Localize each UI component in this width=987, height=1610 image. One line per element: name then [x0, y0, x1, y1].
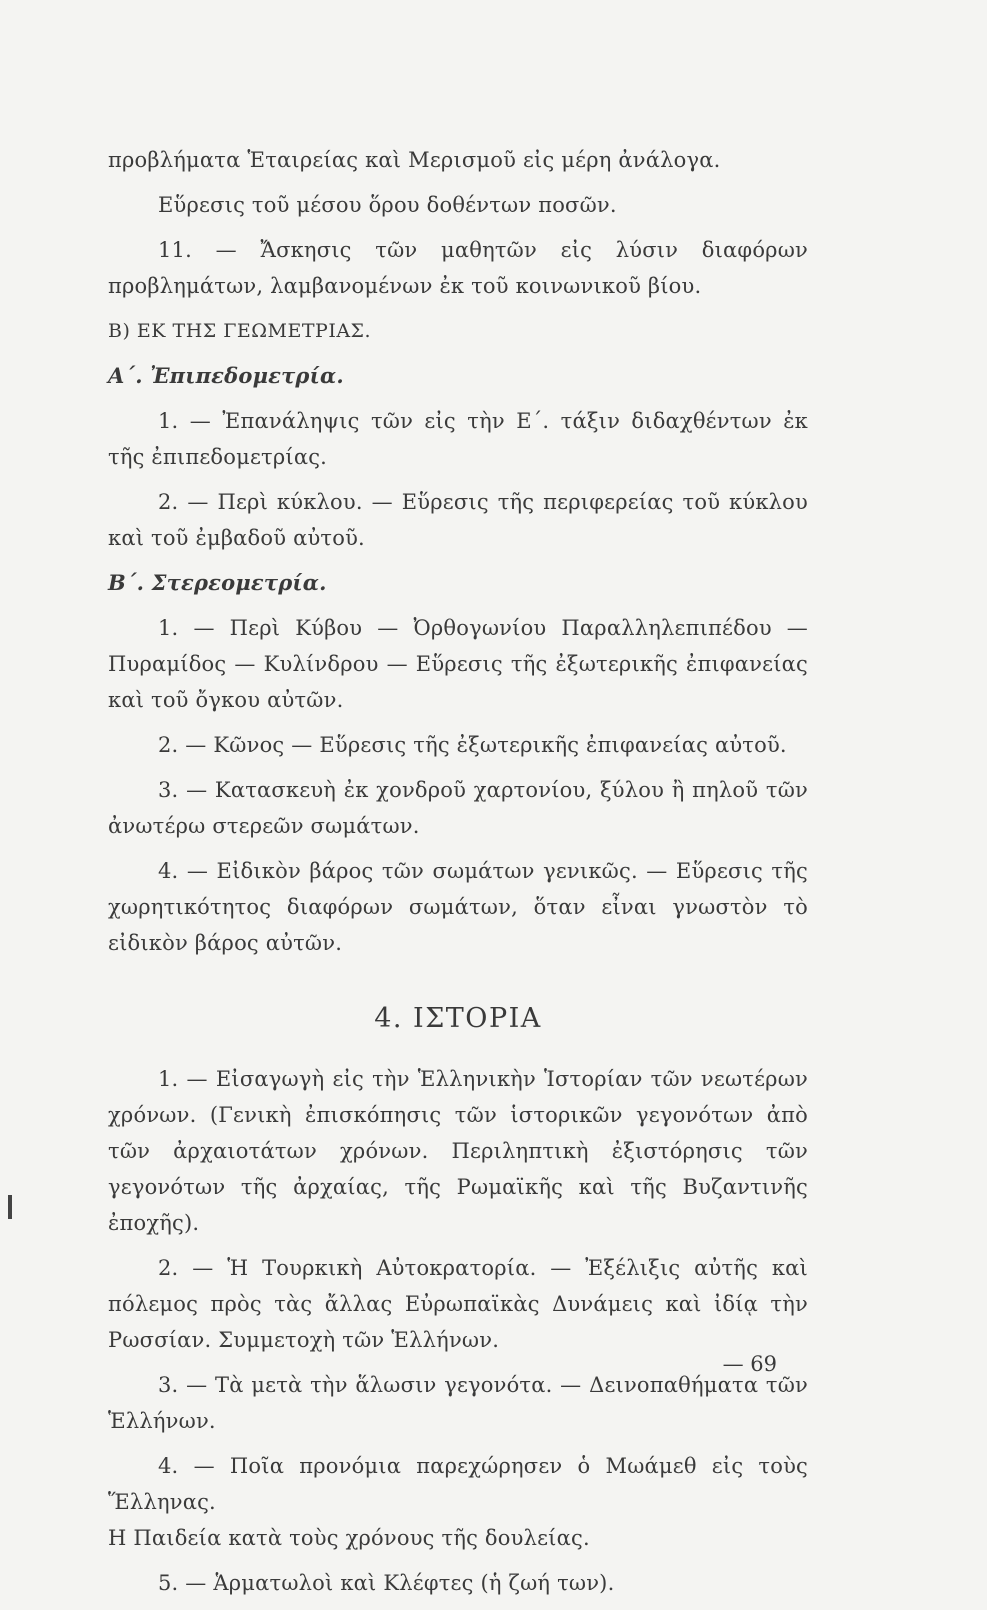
page-text — [108, 142, 808, 1610]
planimetry-heading: Α΄. Ἐπιπεδομετρία. — [108, 363, 344, 388]
geometry-heading: Β) ΕΚ ΤΗΣ ΓΕΩΜΕΤΡΙΑΣ. — [108, 320, 372, 342]
binding-mark — [8, 1195, 12, 1219]
paragraph: 4. — Εἰδικὸν βάρος τῶν σωμάτων γενικῶς. — Εὕρεσις τῆς χωρητικότητος διαφόρων σωμάτων, ὅταν εἶναι γνωστὸν τὸ εἰδικὸν βάρος αὐτῶν. — [108, 859, 808, 955]
paragraph: Εὕρεσις τοῦ μέσου ὅρου δοθέντων ποσῶν. — [158, 193, 617, 217]
paragraph: 4. — Ποῖα προνόμια παρεχώρησεν ὁ Μωάμεθ εἰς τοὺς Ἕλληνας. — [108, 1454, 808, 1514]
paragraph: 3. — Τὰ μετὰ τὴν ἅλωσιν γεγονότα. — Δεινοπαθήματα τῶν Ἑλλήνων. — [108, 1373, 808, 1433]
history-section-title: 4. ΙΣΤΟΡΙΑ — [374, 1003, 542, 1034]
paragraph: 2. — Ἡ Τουρκικὴ Αὐτοκρατορία. — Ἐξέλιξις αὐτῆς καὶ πόλεμος πρὸς τὰς ἄλλας Εὐρωπαϊκὰς Δυνάμεις καὶ ἰδίᾳ τὴν Ρωσσίαν. Συμμετοχὴ τῶν Ἑλλήνων. — [108, 1256, 808, 1352]
page-number: — 69 — [722, 1352, 777, 1376]
stereometry-heading: Β΄. Στερεομετρία. — [108, 570, 327, 595]
paragraph: προβλήματα Ἑταιρείας καὶ Μερισμοῦ εἰς μέρη ἀνάλογα. — [108, 148, 721, 172]
paragraph: 2. — Κῶνος — Εὕρεσις τῆς ἐξωτερικῆς ἐπιφανείας αὐτοῦ. — [158, 733, 787, 757]
paragraph: 2. — Περὶ κύκλου. — Εὕρεσις τῆς περιφερείας τοῦ κύκλου καὶ τοῦ ἐμβαδοῦ αὐτοῦ. — [108, 490, 808, 550]
paragraph: Η Παιδεία κατὰ τοὺς χρόνους τῆς δουλείας. — [108, 1526, 590, 1550]
paragraph: 5. — Ἁρματωλοὶ καὶ Κλέφτες (ἡ ζωή των). — [158, 1571, 615, 1595]
paragraph: 1. — Περὶ Κύβου — Ὀρθογωνίου Παραλληλεπιπέδου — Πυραμίδος — Κυλίνδρου — Εὕρεσις τῆς ἐξωτερικῆς ἐπιφανείας καὶ τοῦ ὄγκου αὐτῶν. — [108, 616, 808, 712]
paragraph: 3. — Κατασκευὴ ἐκ χονδροῦ χαρτονίου, ξύλου ἢ πηλοῦ τῶν ἀνωτέρω στερεῶν σωμάτων. — [108, 778, 808, 838]
paragraph: 1. — Εἰσαγωγὴ εἰς τὴν Ἑλληνικὴν Ἱστορίαν τῶν νεωτέρων χρόνων. (Γενικὴ ἐπισκόπησις τῶν ἱστορικῶν γεγονότων ἀπὸ τῶν ἀρχαιοτάτων χρόνων. Περιληπτικὴ ἐξιστόρησις τῶν γεγονότων τῆς ἀρχαίας, τῆς Ρωμαϊκῆς καὶ τῆς Βυζαντινῆς ἐποχῆς). — [108, 1067, 808, 1235]
paragraph: 11. — Ἄσκησις τῶν μαθητῶν εἰς λύσιν διαφόρων προβλημάτων, λαμβανομένων ἐκ τοῦ κοινωνικοῦ βίου. — [108, 238, 808, 298]
paragraph: 1. — Ἐπανάληψις τῶν εἰς τὴν Ε΄. τάξιν διδαχθέντων ἐκ τῆς ἐπιπεδομετρίας. — [108, 409, 808, 469]
